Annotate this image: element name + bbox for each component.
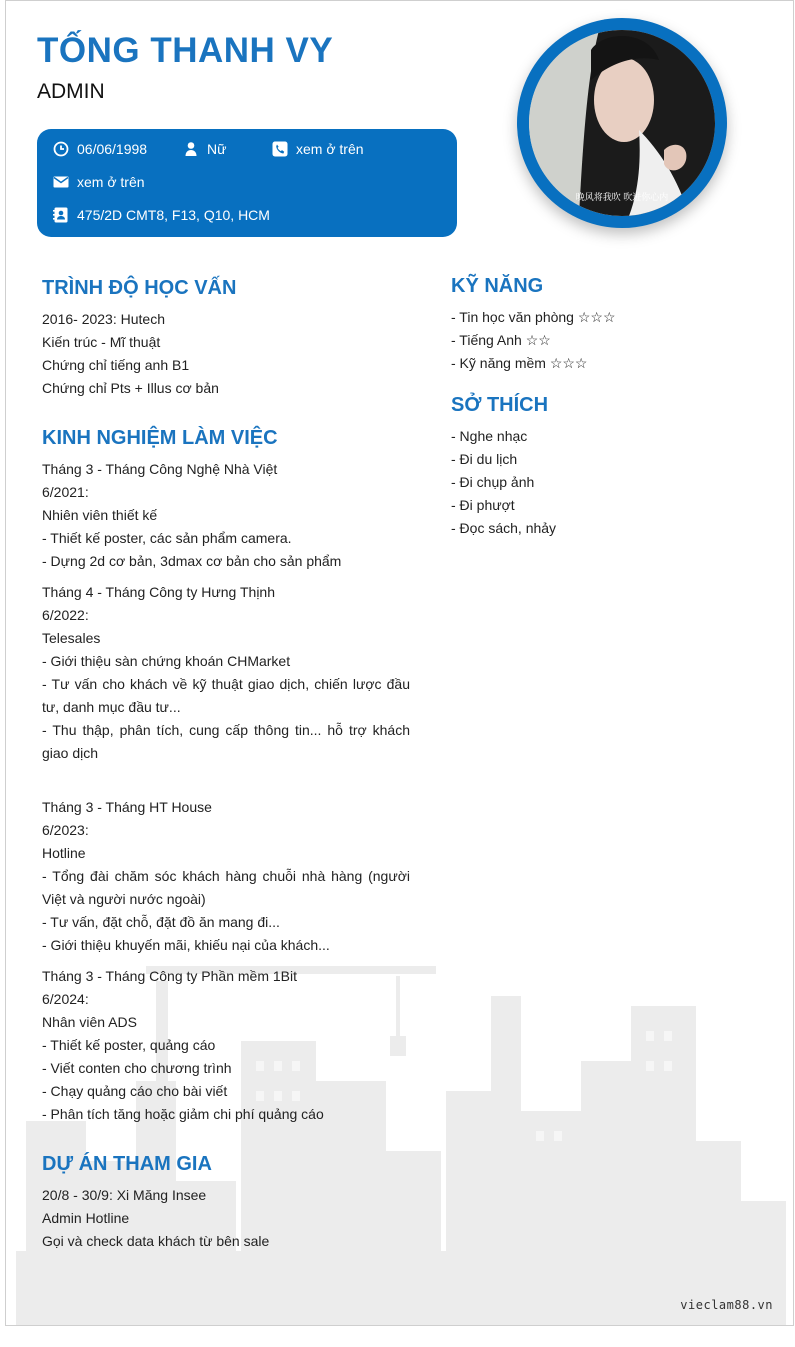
candidate-name: TỐNG THANH VY (37, 31, 334, 70)
email-item (53, 174, 145, 190)
job-duty: - Chạy quảng cáo cho bài viết (42, 1083, 228, 1099)
job-duty: - Thu thập, phân tích, cung cấp thông tin... hỗ trợ khách giao dịch (42, 722, 410, 761)
clock-icon (53, 141, 69, 157)
address-value: 475/2D CMT8, F13, Q10, HCM (77, 207, 270, 223)
project-line: Admin Hotline (42, 1210, 130, 1226)
user-icon (183, 141, 199, 157)
job-period-company: Tháng 4 - Tháng Công ty Hưng Thịnh (42, 584, 275, 600)
job-duty: - Dựng 2d cơ bản, 3dmax cơ bản cho sản phẩm (42, 553, 342, 569)
address-item (53, 207, 270, 223)
project-line: 20/8 - 30/9: Xi Măng Insee (42, 1187, 207, 1203)
job-entry (42, 581, 410, 765)
hobby-item: - Đi phượt (451, 497, 515, 513)
job-entry (42, 965, 410, 1126)
job-period-end: 6/2024: (42, 991, 89, 1007)
dob-value: 06/06/1998 (77, 141, 148, 157)
job-period-company: Tháng 3 - Tháng Công ty Phần mềm 1Bit (42, 968, 297, 984)
contact-card-icon (53, 207, 69, 223)
job-duty: - Tư vấn, đặt chỗ, đặt đồ ăn mang đi... (42, 914, 280, 930)
job-duty: - Tổng đài chăm sóc khách hàng chuỗi nhà hàng (người Việt và người nước ngoài) (42, 868, 410, 907)
skill-item: - Tin học văn phòng ☆☆☆ (451, 309, 616, 325)
job-duty: - Phân tích tăng hoặc giảm chi phí quảng cáo (42, 1106, 324, 1122)
hobby-item: - Nghe nhạc (451, 428, 528, 444)
education-line: Chứng chỉ tiếng anh B1 (42, 357, 190, 373)
skills-section (451, 306, 751, 375)
gender-item (183, 141, 226, 157)
avatar-frame (517, 18, 727, 228)
hobbies-heading: SỞ THÍCH (451, 394, 549, 416)
job-duty: - Giới thiệu khuyến mãi, khiếu nại của khách... (42, 937, 330, 953)
job-duty: - Thiết kế poster, quảng cáo (42, 1037, 216, 1053)
job-duty: - Tư vấn cho khách về kỹ thuật giao dịch, chiến lược đầu tư, danh mục đầu tư... (42, 676, 410, 715)
job-period-end: 6/2023: (42, 822, 89, 838)
skill-item: - Tiếng Anh ☆☆ (451, 332, 551, 348)
education-line: Chứng chỉ Pts + Illus cơ bản (42, 380, 219, 396)
envelope-icon (53, 174, 69, 190)
brand-watermark: vieclam88.vn (680, 1298, 773, 1312)
hobbies-section (451, 425, 751, 540)
avatar (529, 30, 715, 216)
hobby-item: - Đọc sách, nhảy (451, 520, 557, 536)
projects-heading: DỰ ÁN THAM GIA (42, 1153, 212, 1175)
phone-value: xem ở trên (296, 141, 364, 157)
job-position: Hotline (42, 845, 86, 861)
education-section (42, 308, 410, 400)
hobby-item: - Đi chụp ảnh (451, 474, 535, 490)
job-duty: - Thiết kế poster, các sản phẩm camera. (42, 530, 292, 546)
dob-item (53, 141, 147, 157)
education-line: Kiến trúc - Mĩ thuật (42, 334, 161, 350)
phone-icon (272, 141, 288, 157)
avatar-photo (529, 30, 715, 216)
experience-heading: KINH NGHIỆM LÀM VIỆC (42, 427, 278, 449)
job-position: Nhiên viên thiết kế (42, 507, 158, 523)
project-line: Gọi và check data khách từ bên sale (42, 1233, 270, 1249)
education-heading: TRÌNH ĐỘ HỌC VẤN (42, 277, 237, 299)
job-period-end: 6/2021: (42, 484, 89, 500)
email-value: xem ở trên (77, 174, 145, 190)
job-position: Nhân viên ADS (42, 1014, 137, 1030)
job-period-end: 6/2022: (42, 607, 89, 623)
skill-item: - Kỹ năng mềm ☆☆☆ (451, 355, 588, 371)
job-entry (42, 458, 410, 573)
job-entry (42, 796, 410, 957)
phone-item (272, 141, 364, 157)
job-duty: - Giới thiệu sàn chứng khoán CHMarket (42, 653, 291, 669)
education-line: 2016- 2023: Hutech (42, 311, 165, 327)
job-period-company: Tháng 3 - Tháng Công Nghệ Nhà Việt (42, 461, 278, 477)
cv-page (5, 0, 794, 1326)
hobby-item: - Đi du lịch (451, 451, 518, 467)
candidate-role: ADMIN (37, 80, 105, 103)
job-position: Telesales (42, 630, 101, 646)
gender-value: Nữ (207, 141, 227, 157)
job-period-company: Tháng 3 - Tháng HT House (42, 799, 212, 815)
skills-heading: KỸ NĂNG (451, 275, 544, 297)
job-duty: - Viết conten cho chương trình (42, 1060, 232, 1076)
contact-panel (37, 129, 457, 237)
projects-section (42, 1184, 410, 1253)
avatar-caption: 晚风将我吹 吹进你心内 (575, 192, 669, 202)
